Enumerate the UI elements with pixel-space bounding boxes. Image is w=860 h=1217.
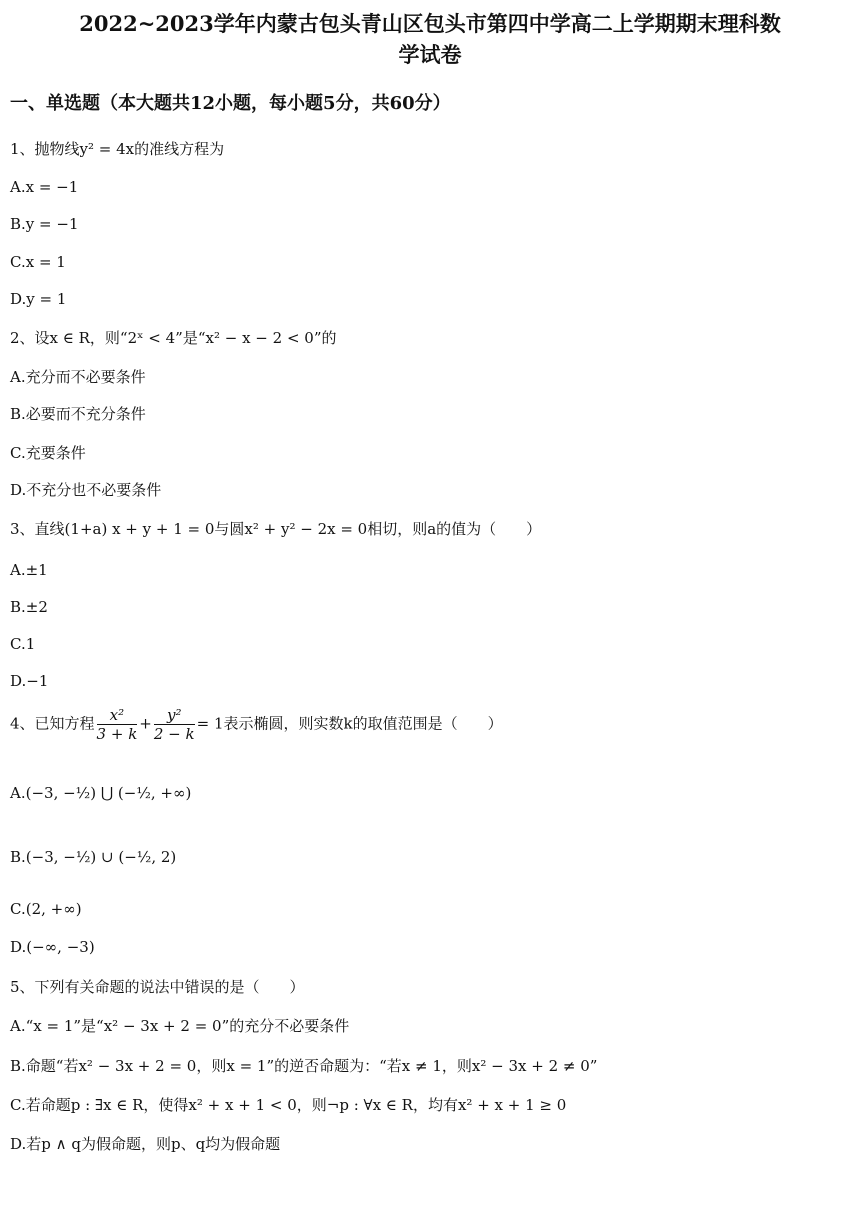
- question-4-option-a: [10, 782, 191, 804]
- question-3-option-d: D.−1: [10, 672, 49, 690]
- option-b-expression: (−3, −½) ∪ (−½, 2): [25, 848, 177, 866]
- option-a-expression: (−3, −½) ⋃ (−½, +∞): [25, 784, 192, 802]
- question-1-option-a: A.x = −1: [10, 178, 79, 196]
- exam-title: [0, 8, 860, 70]
- question-3-option-a: A.±1: [10, 561, 48, 579]
- question-2-stem: 2、设x ∈ R，则“2ˣ < 4”是“x² − x − 2 < 0”的: [10, 329, 337, 347]
- question-3-option-b: B.±2: [10, 598, 48, 616]
- fraction-numerator: y²: [154, 706, 195, 725]
- option-a-label: A.: [10, 784, 26, 802]
- exam-title-line1: 2022~2023学年内蒙古包头青山区包头市第四中学高二上学期期末理科数: [79, 11, 781, 36]
- question-5-stem: 5、下列有关命题的说法中错误的是（ ）: [10, 978, 305, 996]
- fraction-denominator: 2 − k: [153, 725, 195, 743]
- fraction-x2-over-3plusk: [97, 706, 138, 743]
- question-5-option-b: B.命题“若x² − 3x + 2 = 0，则x = 1”的逆否命题为：“若x ≠ 1，则x² − 3x + 2 ≠ 0”: [10, 1057, 598, 1075]
- question-2-option-b: B.必要而不充分条件: [10, 405, 146, 423]
- fraction-denominator: 3 + k: [96, 725, 138, 743]
- question-3-option-c: C.1: [10, 635, 36, 653]
- question-5-option-a: A.“x = 1”是“x² − 3x + 2 = 0”的充分不必要条件: [10, 1017, 350, 1035]
- question-2-option-c: C.充要条件: [10, 444, 86, 462]
- question-1-option-c: C.x = 1: [10, 253, 66, 271]
- question-4-option-c: C.(2, +∞): [10, 900, 82, 918]
- question-1-option-b: B.y = −1: [10, 215, 79, 233]
- question-5-option-c: C.若命题p : ∃x ∈ R，使得x² + x + 1 < 0，则¬p : ∀x ∈ R，均有x² + x + 1 ≥ 0: [10, 1096, 567, 1114]
- question-1-option-d: D.y = 1: [10, 290, 67, 308]
- question-4-stem: [10, 706, 503, 743]
- question-2-option-a: A.充分而不必要条件: [10, 368, 146, 386]
- question-5-option-d: D.若p ∧ q为假命题，则p、q均为假命题: [10, 1135, 281, 1153]
- question-1-stem: 1、抛物线y² = 4x的准线方程为: [10, 140, 225, 158]
- exam-title-line2: 学试卷: [398, 42, 462, 67]
- fraction-numerator: x²: [97, 706, 138, 725]
- question-4-stem-suffix: = 1表示椭圆，则实数k的取值范围是（ ）: [196, 714, 503, 733]
- section-header: 一、单选题（本大题共12小题，每小题5分，共60分）: [10, 93, 451, 114]
- question-4-stem-prefix: 4、已知方程: [10, 714, 95, 733]
- fraction-y2-over-2minusk: [154, 706, 195, 743]
- plus-sign: +: [139, 714, 152, 733]
- question-4-option-d: D.(−∞, −3): [10, 938, 95, 956]
- option-b-label: B.: [10, 848, 26, 866]
- question-3-stem: 3、直线(1+a) x + y + 1 = 0与圆x² + y² − 2x = 0相切，则a的值为（ ）: [10, 520, 542, 538]
- question-4-option-b: [10, 846, 176, 868]
- question-2-option-d: D.不充分也不必要条件: [10, 481, 162, 499]
